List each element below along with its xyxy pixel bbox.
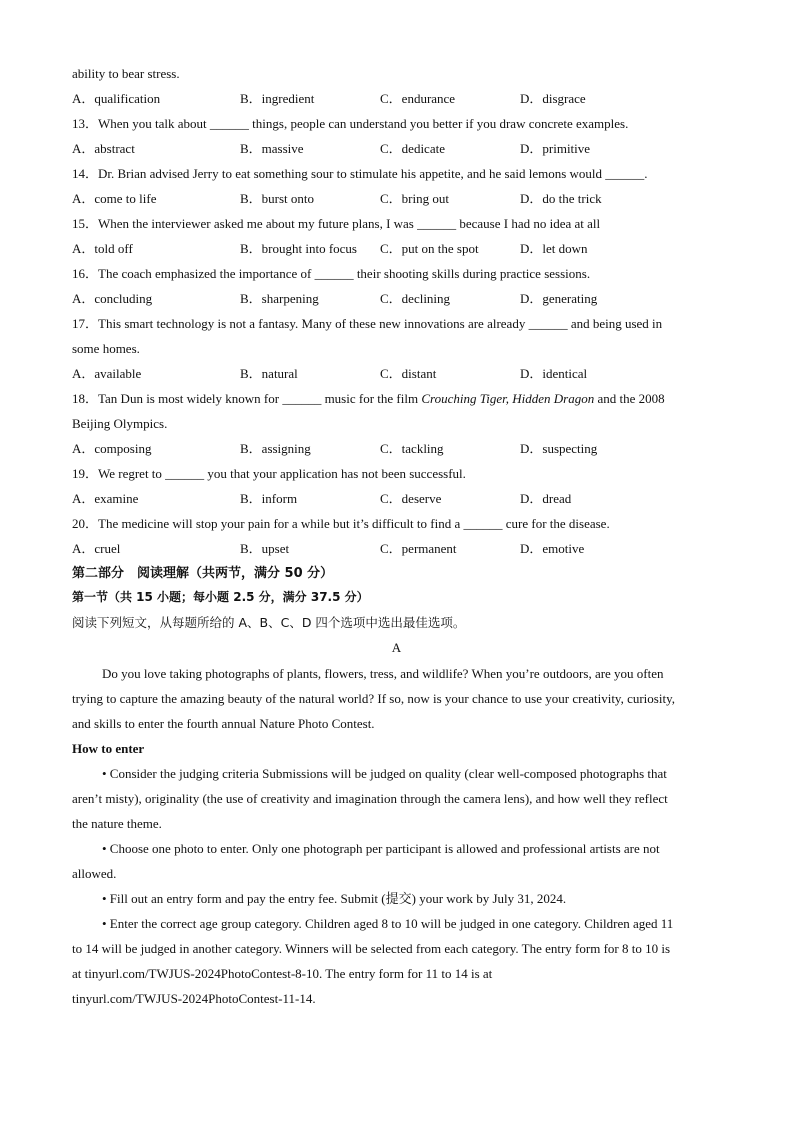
bullet1-line-2: aren’t misty), originality (the use of creativity and imagination through the camera lens), and how well they reflect	[72, 791, 668, 806]
option-a: A．concluding	[72, 291, 153, 306]
q13-stem: 13．When you talk about ______ things, people can understand you better if you draw concrete examples.	[72, 116, 629, 131]
q14-stem: 14．Dr. Brian advised Jerry to eat something sour to stimulate his appetite, and he said lemons would ______.	[72, 166, 648, 181]
option-b: B．natural	[240, 366, 298, 381]
option-d: D．emotive	[520, 541, 585, 556]
intro-line-2: trying to capture the amazing beauty of the natural world? If so, now is your chance to use your creativity, curiosity,	[72, 691, 675, 706]
option-b: B．burst onto	[240, 191, 315, 206]
bullet4-line-3: at tinyurl.com/TWJUS-2024PhotoContest-8-10. The entry form for 11 to 14 is at	[72, 966, 493, 981]
option-c: C．endurance	[380, 91, 456, 106]
option-d: D．primitive	[520, 141, 591, 156]
option-a: A．qualification	[72, 91, 161, 106]
q18-stem-post: and the 2008	[594, 391, 665, 406]
reading-instruction: 阅读下列短文，从每题所给的 A、B、C、D 四个选项中选出最佳选项。	[72, 615, 466, 630]
intro-line-1: Do you love taking photographs of plants, flowers, tress, and wildlife? When you’re outdoors, are you often	[102, 666, 664, 681]
option-b: B．brought into focus	[240, 241, 357, 256]
bullet4-line-1: • Enter the correct age group category. Children aged 8 to 10 will be judged in one category. Children aged 11	[102, 916, 674, 931]
option-d: D．dread	[520, 491, 572, 506]
part2-heading: 第二部分 阅读理解（共两节，满分 50 分）	[72, 566, 334, 581]
option-d: D．generating	[520, 291, 598, 306]
option-b: B．sharpening	[240, 291, 319, 306]
passage-label: A	[391, 640, 402, 655]
bullet3-line-1: • Fill out an entry form and pay the entry fee. Submit (提交) your work by July 31, 2024.	[102, 891, 567, 906]
q18-stem-pre: 18．Tan Dun is most widely known for ______ music for the film	[72, 391, 422, 406]
option-b: B．assigning	[240, 441, 311, 456]
bullet2-line-1: • Choose one photo to enter. Only one photograph per participant is allowed and professional artists are not	[102, 841, 660, 856]
q18-stem	[72, 386, 665, 411]
option-d: D．do the trick	[520, 191, 602, 206]
option-a: A．examine	[72, 491, 139, 506]
q16-stem: 16．The coach emphasized the importance of ______ their shooting skills during practice sessions.	[72, 266, 591, 281]
option-c: C．deserve	[380, 491, 442, 506]
option-b: B．inform	[240, 491, 298, 506]
option-a: A．come to life	[72, 191, 157, 206]
option-c: C．dedicate	[380, 141, 445, 156]
option-d: D．let down	[520, 241, 588, 256]
bullet1-line-3: the nature theme.	[72, 816, 162, 831]
intro-line-3: and skills to enter the fourth annual Nature Photo Contest.	[72, 716, 375, 731]
option-a: A．available	[72, 366, 142, 381]
bullet4-line-4: tinyurl.com/TWJUS-2024PhotoContest-11-14.	[72, 991, 316, 1006]
option-d: D．disgrace	[520, 91, 586, 106]
q17-stem-cont: some homes.	[72, 341, 140, 356]
option-c: C．put on the spot	[380, 241, 479, 256]
option-c: C．tackling	[380, 441, 444, 456]
option-b: B．massive	[240, 141, 304, 156]
option-b: B．ingredient	[240, 91, 315, 106]
bullet1-line-1: • Consider the judging criteria Submissions will be judged on quality (clear well-composed photographs that	[102, 766, 667, 781]
q19-stem: 19．We regret to ______ you that your application has not been successful.	[72, 466, 466, 481]
option-a: A．told off	[72, 241, 133, 256]
bullet4-line-2: to 14 will be judged in another category. Winners will be selected from each category. The entry form for 8 to 10 is	[72, 941, 671, 956]
option-a: A．cruel	[72, 541, 121, 556]
option-a: A．composing	[72, 441, 152, 456]
film-title: Crouching Tiger, Hidden Dragon	[421, 391, 595, 406]
option-c: C．bring out	[380, 191, 449, 206]
option-a: A．abstract	[72, 141, 135, 156]
option-d: D．suspecting	[520, 441, 598, 456]
option-b: B．upset	[240, 541, 290, 556]
option-c: C．declining	[380, 291, 451, 306]
q12-stem-tail: ability to bear stress.	[72, 66, 180, 81]
q15-stem: 15．When the interviewer asked me about my future plans, I was ______ because I had no idea at all	[72, 216, 601, 231]
option-c: C．distant	[380, 366, 437, 381]
bullet2-line-2: allowed.	[72, 866, 117, 881]
q20-stem: 20．The medicine will stop your pain for a while but it’s difficult to find a ______ cure for the disease.	[72, 516, 610, 531]
q17-stem: 17．This smart technology is not a fantasy. Many of these new innovations are already ______ and being used in	[72, 316, 663, 331]
section1-heading: 第一节（共 15 小题；每小题 2.5 分，满分 37.5 分）	[72, 590, 369, 604]
how-to-enter-heading: How to enter	[72, 741, 145, 756]
option-c: C．permanent	[380, 541, 457, 556]
q18-stem-cont: Beijing Olympics.	[72, 416, 168, 431]
option-d: D．identical	[520, 366, 588, 381]
